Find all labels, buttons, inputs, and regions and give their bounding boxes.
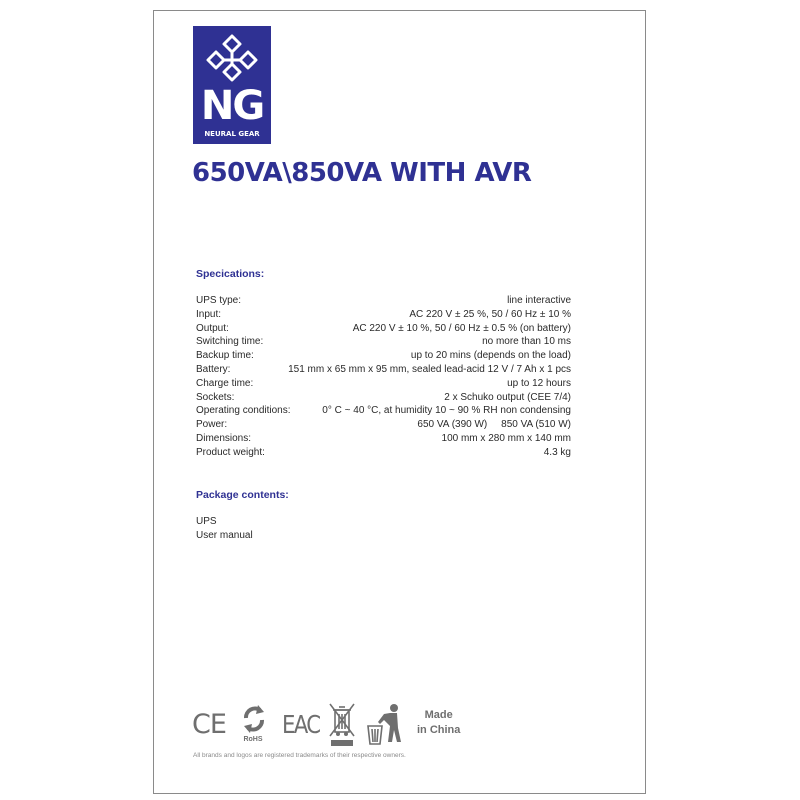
package-contents-title: Package contents: <box>196 489 289 501</box>
spec-value: 650 VA (390 W) 850 VA (510 W) <box>417 419 571 431</box>
made-in-china-label <box>417 708 460 738</box>
specifications-table <box>196 294 571 460</box>
spec-value: up to 20 mins (depends on the load) <box>410 350 571 362</box>
brand-initials: NG <box>200 83 264 129</box>
neural-network-icon <box>193 26 271 86</box>
spec-row <box>196 363 571 377</box>
made-line-1: Made <box>424 709 453 721</box>
spec-value: 4.3 kg <box>543 446 571 458</box>
spec-label: Output: <box>196 322 229 334</box>
brand-name: NEURAL GEAR <box>204 130 260 138</box>
rohs-label: RoHS <box>243 736 263 743</box>
spec-row <box>196 308 571 322</box>
spec-value: up to 12 hours <box>507 377 571 389</box>
spec-label: Charge time: <box>196 377 254 389</box>
eac-mark: EAC <box>282 710 320 739</box>
spec-value: line interactive <box>507 295 571 306</box>
spec-row <box>196 294 571 308</box>
crossed-bin-icon <box>328 702 356 748</box>
spec-label: Battery: <box>196 363 231 375</box>
spec-label: Input: <box>196 308 222 320</box>
specifications-title: Specications: <box>196 268 265 280</box>
list-item: UPS <box>196 516 217 527</box>
spec-label: Product weight: <box>196 446 265 458</box>
spec-label: Switching time: <box>196 336 264 348</box>
spec-label: Power: <box>196 419 228 431</box>
made-line-2: in China <box>417 724 461 736</box>
ce-mark: CE <box>192 709 226 740</box>
spec-value: AC 220 V ± 10 %, 50 / 60 Hz ± 0.5 % (on battery) <box>352 322 571 334</box>
spec-row <box>196 432 571 446</box>
product-title: 650VA\850VA WITH AVR <box>192 158 532 188</box>
spec-label: UPS type: <box>196 295 242 306</box>
spec-row <box>196 335 571 349</box>
spec-label: Sockets: <box>196 391 235 403</box>
spec-row <box>196 418 571 432</box>
spec-row <box>196 446 571 460</box>
spec-value: no more than 10 ms <box>482 336 571 348</box>
spec-row <box>196 349 571 363</box>
spec-value: 2 x Schuko output (CEE 7/4) <box>444 391 571 403</box>
spec-value: AC 220 V ± 25 %, 50 / 60 Hz ± 10 % <box>409 308 571 320</box>
spec-value: 0° C ~ 40 °C, at humidity 10 ~ 90 % RH non condensing <box>322 405 571 417</box>
spec-value: 151 mm x 65 mm x 95 mm, sealed lead-acid 12 V / 7 Ah x 1 pcs <box>288 363 571 375</box>
spec-row <box>196 322 571 336</box>
spec-row <box>196 391 571 405</box>
package-contents-list <box>196 515 253 543</box>
spec-label: Backup time: <box>196 350 254 362</box>
trademark-notice: All brands and logos are registered trademarks of their respective owners. <box>193 752 406 759</box>
certification-marks <box>192 700 482 750</box>
spec-label: Operating conditions: <box>196 405 291 417</box>
list-item: User manual <box>196 530 253 541</box>
spec-label: Dimensions: <box>196 432 252 444</box>
spec-row <box>196 377 571 391</box>
tidyman-icon <box>366 702 406 748</box>
rohs-recycle-icon <box>242 704 266 736</box>
spec-row <box>196 404 571 418</box>
spec-value: 100 mm x 280 mm x 140 mm <box>441 432 571 444</box>
brand-logo <box>193 26 271 144</box>
